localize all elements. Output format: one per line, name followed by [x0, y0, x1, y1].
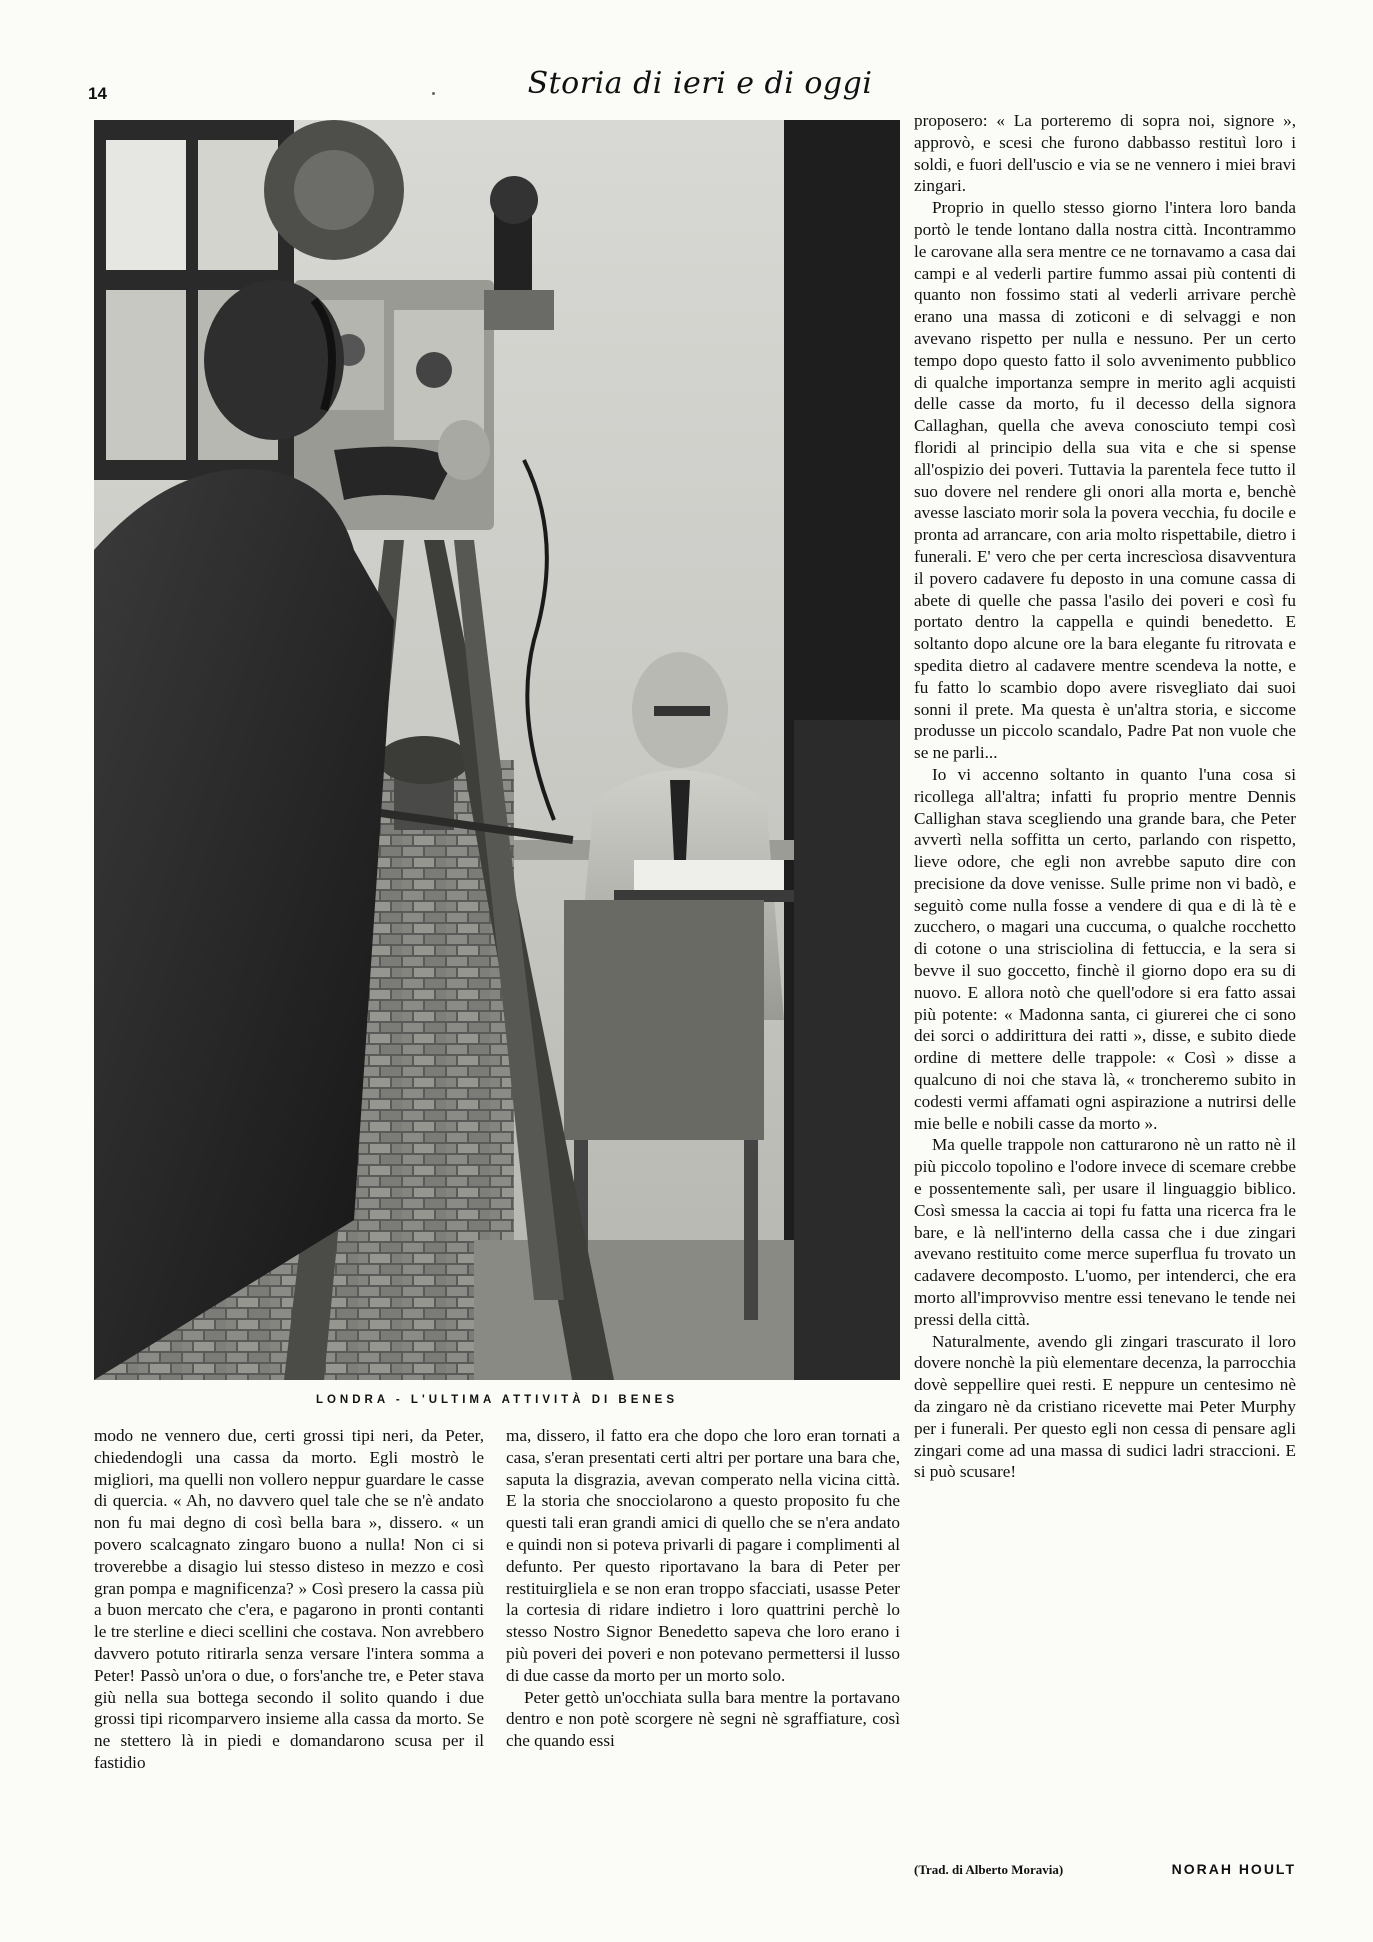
paragraph: Peter gettò un'occhiata sulla bara mentre la portavano dentro e non potè scorgere nè segni nè sgraffiature, così che quando essi: [506, 1687, 900, 1751]
paragraph: proposero: « La porteremo di sopra noi, signore », approvò, e scesi che furono dabbasso restituì loro i soldi, e fuori dell'uscio e via se ne vennero i miei bravi zingari.: [914, 111, 1296, 196]
page-number: 14: [88, 84, 107, 103]
paragraph: ma, dissero, il fatto era che dopo che loro eran tornati a casa, s'eran presentati certi altri per portare una bara che, saputa la disgrazia, avevan comperato nella vicina città. E la storia che snocciolarono a questo proposito fu che questi tali eran grandi amici di quello che se n'era andato e quindi non si poteva privarli di pagare i complimenti al defunto. Per questo riportavano la bara di Peter per restituirgliela e se non eran troppo sfacciati, usasse Peter la cortesia di ridare indietro i loro quattrini perchè lo stesso Nostro Signor Benedetto sapeva che loro erano i più poveri dei poveri e non potevano permettersi il lusso di due casse da morto per un morto solo.: [506, 1426, 900, 1685]
running-title: Storia di ieri e di oggi: [527, 66, 873, 101]
bottom-left-text-column: [94, 1425, 484, 1774]
photograph-film-camera-interview: [94, 120, 900, 1380]
paragraph: Proprio in quello stesso giorno l'intera loro banda portò le tende lontano dalla nostra città. Incontrammo le carovane alla sera mentre ce ne tornavamo a casa dai campi e al vederli partire fummo assai più contenti di quanto non fossimo stati al vederli arrivare perchè erano una massa di zoticoni e di selvaggi e non avevano rispetto per nulla e nessuno. Per un certo tempo dopo questo fatto il solo avvenimento pubblico di qualche importanza sempre in merito agli acquisti delle casse da morto, fu il decesso della signora Callaghan, quella che aveva conosciuto tempi così floridi al principio della sua vita e che si spense all'ospizio dei poveri. Tuttavia la parentela fece tutto il suo dovere nel rendere gli onori alla morta e, benchè avesse lasciato morir sola la povera vecchia, fu docile e pronta ad arrancare, con aria molto rispettabile, dietro i funerali. E' vero che per certa increscìosa disavventura il povero cadavere fu deposto in una comune cassa di abete di quelle che passa l'asilo dei poveri e così fu portato dentro la cappella e quindi benedetto. E soltanto dopo alcune ore la bara elegante fu ritrovata e spedita dietro al cadavere mentre scendeva la notte, e fu fatto lo scambio dopo avere risvegliato dai suoi sonni il prete. Ma questa è un'altra storia, e siccome produsse un piccolo scandalo, Padre Pat non vuole che se ne parli...: [914, 198, 1296, 763]
print-speck: [432, 92, 435, 95]
author-name: NORAH HOULT: [1171, 1861, 1296, 1877]
photograph-illustration: [94, 120, 900, 1380]
paragraph: Ma quelle trappole non catturarono nè un ratto nè il più piccolo topolino e l'odore invece di scemare crebbe e possentemente salì, per usare il linguaggio biblico. Così smessa la caccia ai topi fu fatta una ricerca fra le bare, e là nell'interno della cassa che i due zingari avevano restituito come merce superflua fu trovato un cadavere decomposto. L'uomo, per intenderci, che era morto all'improvviso mentre essi tenevano le tende nei pressi della città.: [914, 1135, 1296, 1329]
photo-caption: LONDRA - L'ULTIMA ATTIVITÀ DI BENES: [315, 1394, 679, 1406]
paragraph: modo ne vennero due, certi grossi tipi neri, da Peter, chiedendogli una cassa da morto. Egli mostrò le migliori, ma quelli non vollero neppur guardare le casse di quercia. « Ah, no davvero quel tale che se n'è andato non fu mai degno di così bella bara », dissero. « un povero scalcagnato zingaro buono a nulla! Non ci si troverebbe a disagio lui stesso disteso in mezzo e così gran pompa e magnificenza? » Così presero la cassa più a buon mercato che c'era, e pagarono in pronti contanti le tre sterline e dieci scellini che costava. Non avrebbero davvero potuto ritirarla senza versare l'intera somma a Peter! Passò un'ora o due, o fors'anche tre, e Peter stava giù nella sua bottega secondo il solito quando i due grossi tipi ricomparvero insieme alla cassa da morto. Se ne stettero là in piedi e domandarono scusa per il fastidio: [94, 1426, 484, 1772]
paragraph: Naturalmente, avendo gli zingari trascurato il loro dovere nonchè la più elementare decenza, la parrocchia dovè seppellire quei resti. E neppure un centesimo nè da zingaro nè da cristiano ricevette mai Peter Murphy per i funerali. Per questo egli non cessa di pensare agli zingari come ad una massa di sudici ladri straccioni. E si può scusare!: [914, 1331, 1296, 1482]
article-credits: [914, 1861, 1296, 1878]
paragraph: Io vi accenno soltanto in quanto l'una cosa si ricollega all'altra; infatti fu proprio mentre Dennis Callighan stava scegliendo una grande bara, che Peter avvertì nella soffitta un certo, parlando con rispetto, lieve odore, che egli non avrebbe saputo dire con precisione da dove venisse. Sulle prime non vi badò, e seguitò come nulla fosse a vendere di qua e di là tè e zucchero, o magari una cuccuma, o qualche rocchetto di cotone o una strisciolina di fettuccia, e la sera si bevve il suo goccetto, finchè il giorno dopo era su di nuovo. E allora notò che quell'odore si era fatto assai più potente: « Madonna santa, ci giurerei che ci sono dei sorci o addirittura dei ratti », disse, e subito diede ordine di mettere delle trappole: « Così » disse a qualcuno di noi che stava là, « troncheremo subito in codesti vermi affamati ogni aspirazione a nutrirsi delle mie belle e nobili casse da morto ».: [914, 764, 1296, 1133]
right-text-column: [914, 110, 1296, 1483]
bottom-middle-text-column: [506, 1425, 900, 1752]
translator-credit: (Trad. di Alberto Moravia): [914, 1862, 1064, 1877]
